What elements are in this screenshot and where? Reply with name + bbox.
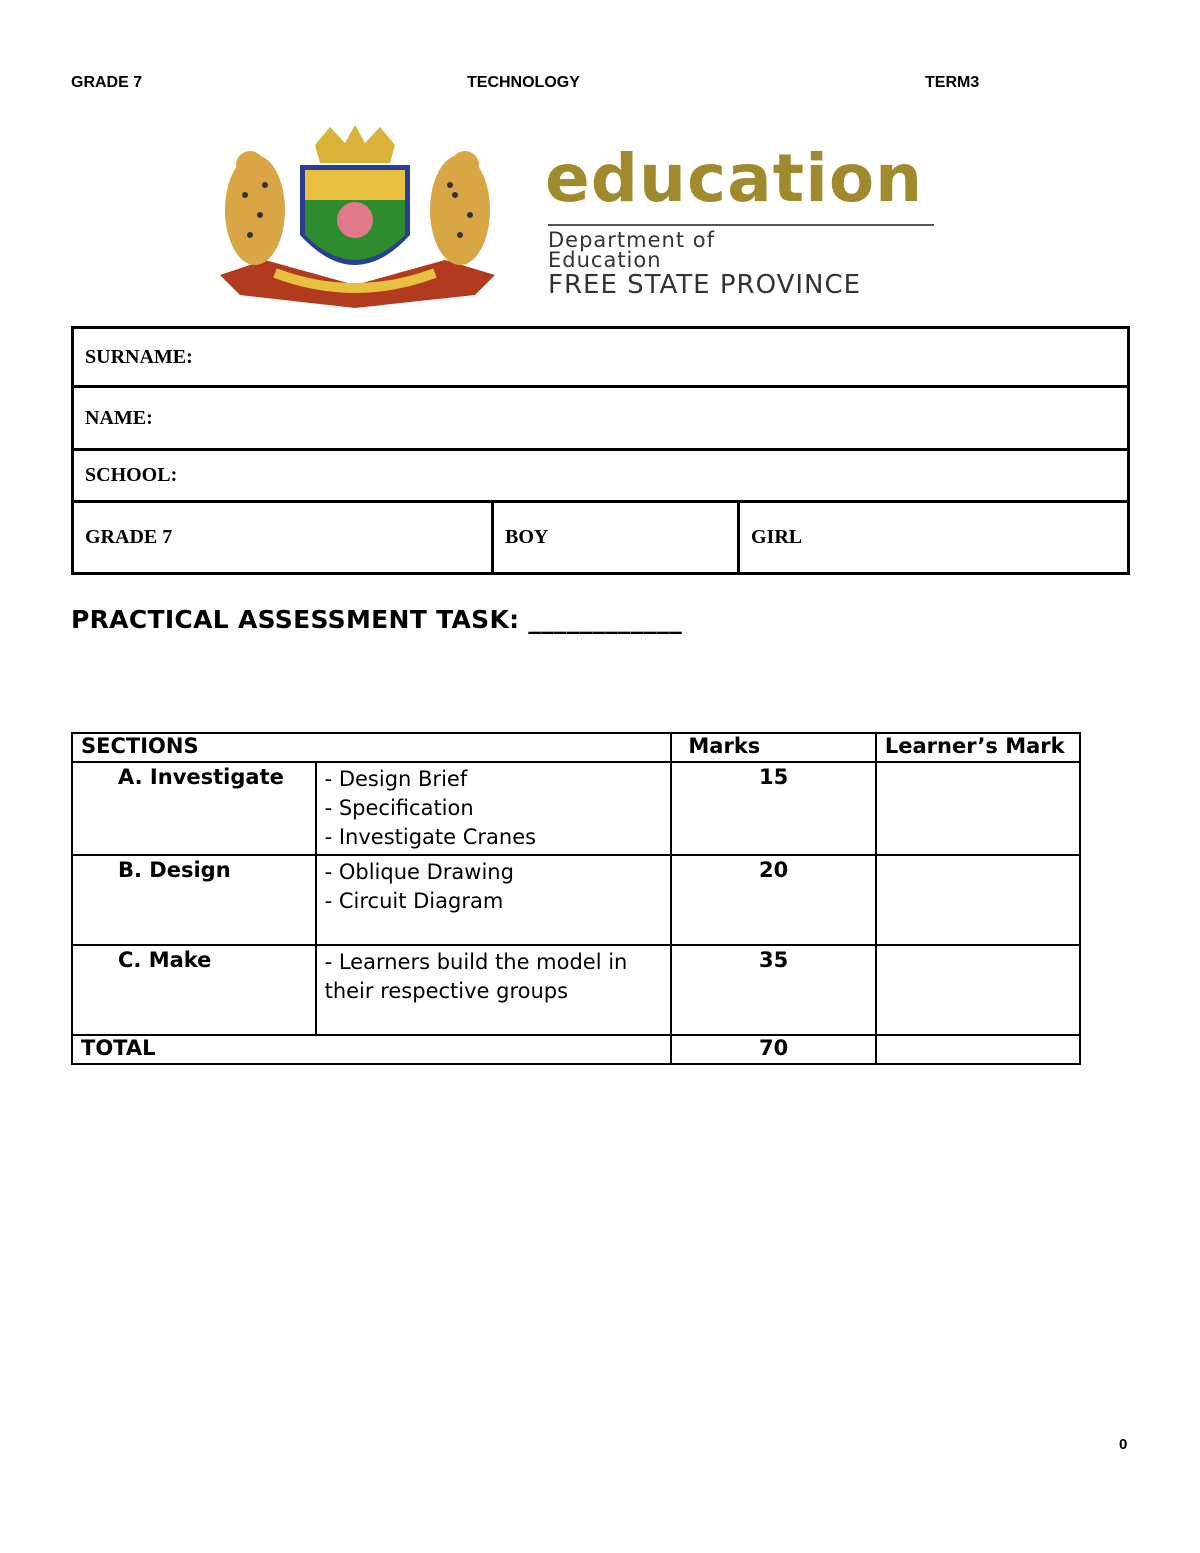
marks-table: [71, 732, 1081, 1065]
activity-item: - Design Brief: [324, 767, 468, 791]
dept-line-2: Education: [548, 248, 662, 272]
school-label: SCHOOL:: [85, 464, 178, 486]
activity-item: - Learners build the model in their respective groups: [324, 950, 628, 1003]
boy-label: BOY: [505, 526, 549, 548]
school-field[interactable]: [73, 450, 1129, 502]
section-cell: A. Investigate: [72, 762, 316, 855]
dept-line-1: Department of: [548, 228, 715, 252]
table-row: [72, 762, 1080, 855]
surname-field[interactable]: [73, 328, 1129, 387]
header-learner-mark: Learner’s Mark: [876, 733, 1080, 762]
header-term: TERM3: [925, 74, 980, 91]
marks-cell: 35: [671, 945, 875, 1035]
activities-cell: [316, 945, 672, 1035]
department-name: [548, 230, 715, 270]
boy-field[interactable]: [493, 502, 739, 574]
section-cell: B. Design: [72, 855, 316, 945]
surname-label: SURNAME:: [85, 345, 193, 368]
activities-cell: [316, 762, 672, 855]
total-label: TOTAL: [72, 1035, 671, 1064]
page-number: 0: [1119, 1436, 1128, 1453]
grade-label: GRADE 7: [85, 526, 173, 548]
learner-info-table: [71, 326, 1130, 575]
marks-cell: 20: [671, 855, 875, 945]
total-row: [72, 1035, 1080, 1064]
learner-total-cell[interactable]: [876, 1035, 1080, 1064]
marks-cell: 15: [671, 762, 875, 855]
coat-of-arms-logo: [205, 125, 510, 310]
activity-item: - Investigate Cranes: [324, 825, 537, 849]
table-row: [72, 855, 1080, 945]
girl-label: GIRL: [751, 526, 803, 548]
province-name: FREE STATE PROVINCE: [548, 270, 862, 300]
practical-task-heading: PRACTICAL ASSESSMENT TASK: ____________: [71, 605, 683, 634]
section-cell: C. Make: [72, 945, 316, 1035]
activity-item: - Circuit Diagram: [324, 889, 504, 913]
total-marks: 70: [671, 1035, 875, 1064]
learner-mark-cell[interactable]: [876, 762, 1080, 855]
education-wordmark: education: [545, 140, 924, 217]
activity-item: - Specification: [324, 796, 474, 820]
learner-mark-cell[interactable]: [876, 945, 1080, 1035]
header-grade: GRADE 7: [71, 74, 143, 91]
table-row: [72, 945, 1080, 1035]
name-label: NAME:: [85, 406, 153, 429]
header-sections: SECTIONS: [72, 733, 671, 762]
name-field[interactable]: [73, 387, 1129, 450]
table-header-row: [72, 733, 1080, 762]
logo-divider: [548, 224, 934, 226]
grade-cell: [73, 502, 493, 574]
header-subject: TECHNOLOGY: [467, 74, 580, 91]
learner-mark-cell[interactable]: [876, 855, 1080, 945]
activities-cell: [316, 855, 672, 945]
activity-item: - Oblique Drawing: [324, 860, 514, 884]
header-marks: Marks: [671, 733, 875, 762]
girl-field[interactable]: [739, 502, 1129, 574]
